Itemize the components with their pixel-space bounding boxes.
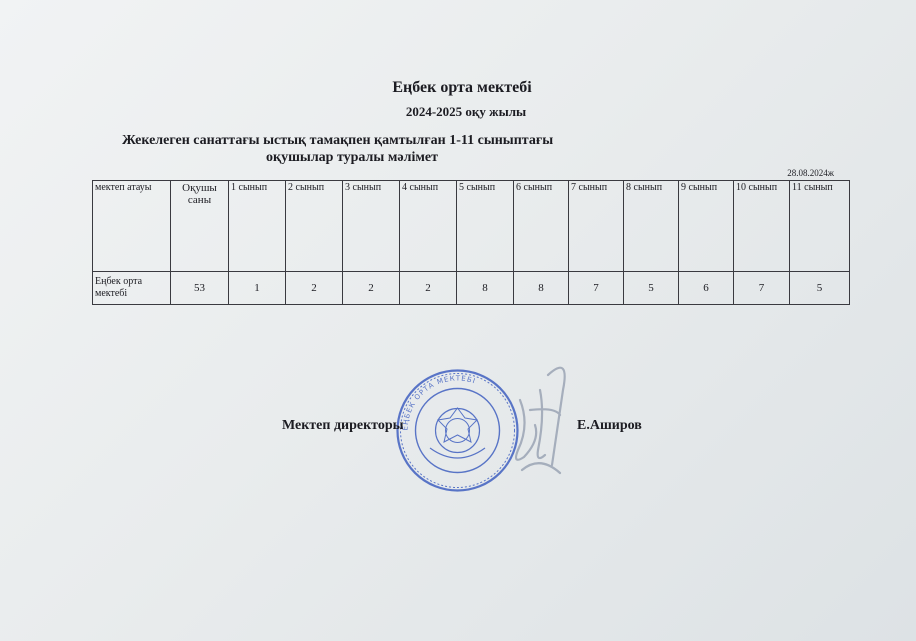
header-grade-2: 2 сынып: [286, 181, 343, 272]
director-signature: [500, 355, 580, 490]
cell-grade-1: 1: [229, 272, 286, 305]
cell-grade-3: 2: [343, 272, 400, 305]
header-grade-11: 11 сынып: [790, 181, 850, 272]
students-table: [92, 180, 850, 305]
header-grade-1: 1 сынып: [229, 181, 286, 272]
header-school-name: мектеп атауы: [93, 181, 171, 272]
header-student-count: Оқушы саны: [171, 181, 229, 272]
header-grade-4: 4 сынып: [400, 181, 457, 272]
cell-grade-4: 2: [400, 272, 457, 305]
director-name: Е.Аширов: [577, 418, 642, 433]
cell-grade-7: 7: [569, 272, 624, 305]
cell-grade-9: 6: [679, 272, 734, 305]
cell-grade-5: 8: [457, 272, 514, 305]
cell-grade-10: 7: [734, 272, 790, 305]
director-label: Мектеп директоры: [282, 418, 404, 433]
header-grade-6: 6 сынып: [514, 181, 569, 272]
header-grade-9: 9 сынып: [679, 181, 734, 272]
report-heading-line1: Жекелеген санаттағы ыстық тамақпен қамтылған 1-11 сыныптағы: [122, 133, 554, 148]
report-heading-line2: оқушылар туралы мәлімет: [266, 150, 438, 165]
header-grade-10: 10 сынып: [734, 181, 790, 272]
report-date: 28.08.2024ж: [787, 168, 834, 178]
table-header-row: [93, 181, 850, 272]
table-row: [93, 272, 850, 305]
cell-grade-11: 5: [790, 272, 850, 305]
cell-student-count: 53: [171, 272, 229, 305]
cell-grade-8: 5: [624, 272, 679, 305]
cell-school-name: Еңбек орта мектебі: [93, 272, 171, 305]
academic-year: 2024-2025 оқу жылы: [405, 104, 527, 119]
cell-grade-2: 2: [286, 272, 343, 305]
header-grade-7: 7 сынып: [569, 181, 624, 272]
header-grade-8: 8 сынып: [624, 181, 679, 272]
cell-grade-6: 8: [514, 272, 569, 305]
school-title: Еңбек орта мектебі: [392, 79, 532, 96]
header-grade-3: 3 сынып: [343, 181, 400, 272]
header-grade-5: 5 сынып: [457, 181, 514, 272]
stamp-text: ЕҢБЕК ОРТА МЕКТЕБІ: [401, 374, 477, 431]
